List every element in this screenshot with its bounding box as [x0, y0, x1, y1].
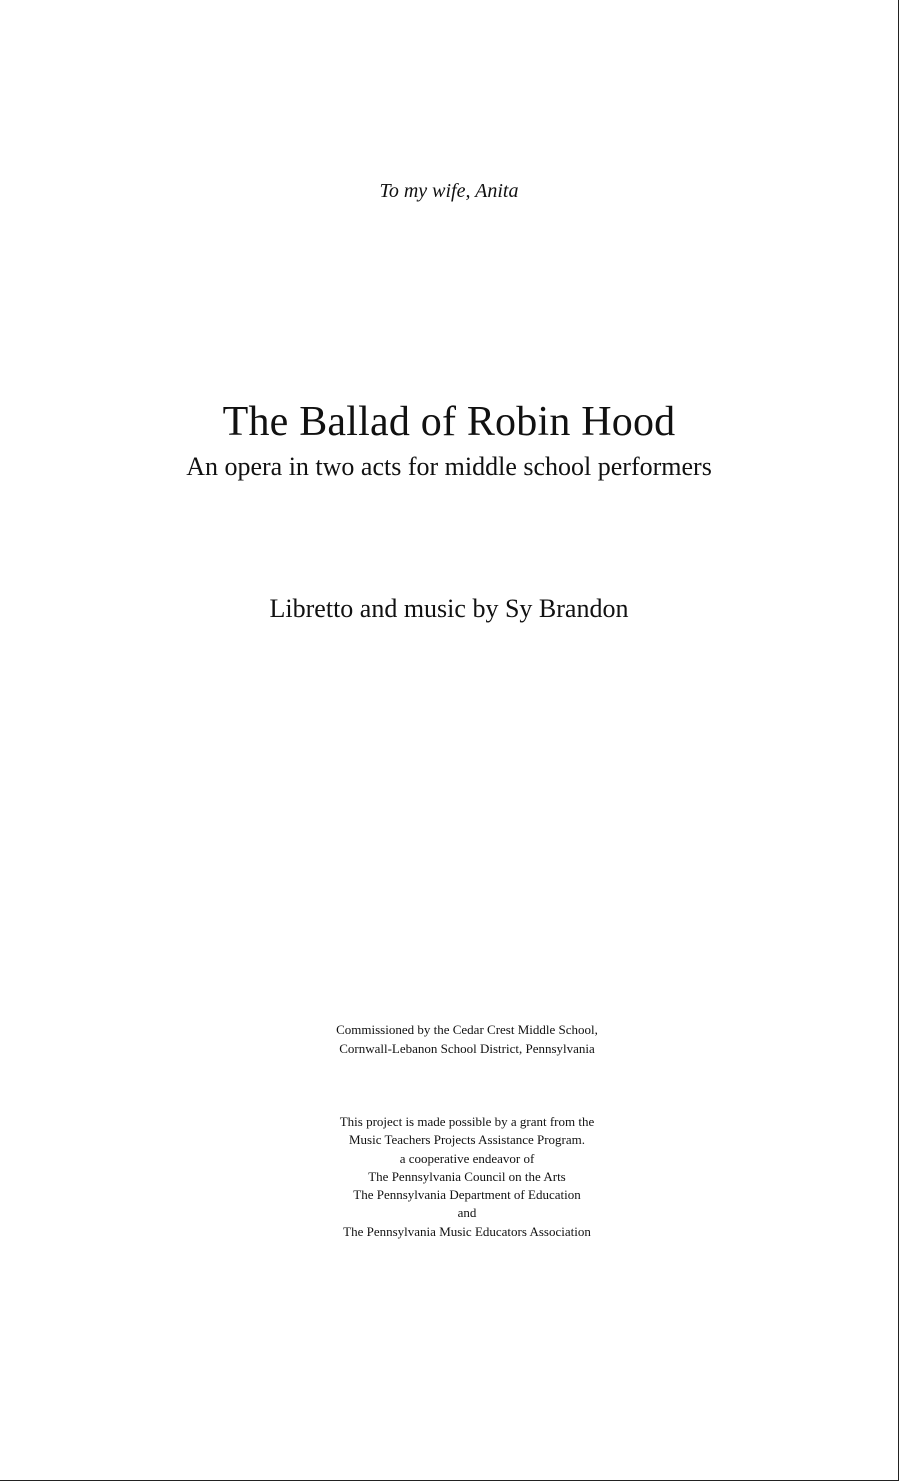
commission-block	[18, 1020, 900, 1058]
grant-line: Music Teachers Projects Assistance Program.	[348, 1132, 586, 1148]
page-subtitle: An opera in two acts for middle school performers	[186, 452, 712, 481]
page-title: The Ballad of Robin Hood	[222, 399, 676, 445]
grant-line: a cooperative endeavor of	[399, 1150, 535, 1166]
dedication-text: To my wife, Anita	[379, 180, 519, 202]
grant-line: The Pennsylvania Music Educators Association	[343, 1223, 591, 1239]
grant-block	[18, 1113, 900, 1241]
grant-line: and	[457, 1205, 477, 1221]
commission-line: Commissioned by the Cedar Crest Middle School,	[336, 1022, 598, 1037]
grant-line: This project is made possible by a grant from the	[339, 1114, 595, 1129]
commission-line: Cornwall-Lebanon School District, Pennsylvania	[339, 1041, 595, 1056]
author-credit: Libretto and music by Sy Brandon	[269, 594, 629, 623]
grant-line: The Pennsylvania Council on the Arts	[368, 1168, 566, 1184]
grant-line: The Pennsylvania Department of Education	[353, 1187, 581, 1203]
